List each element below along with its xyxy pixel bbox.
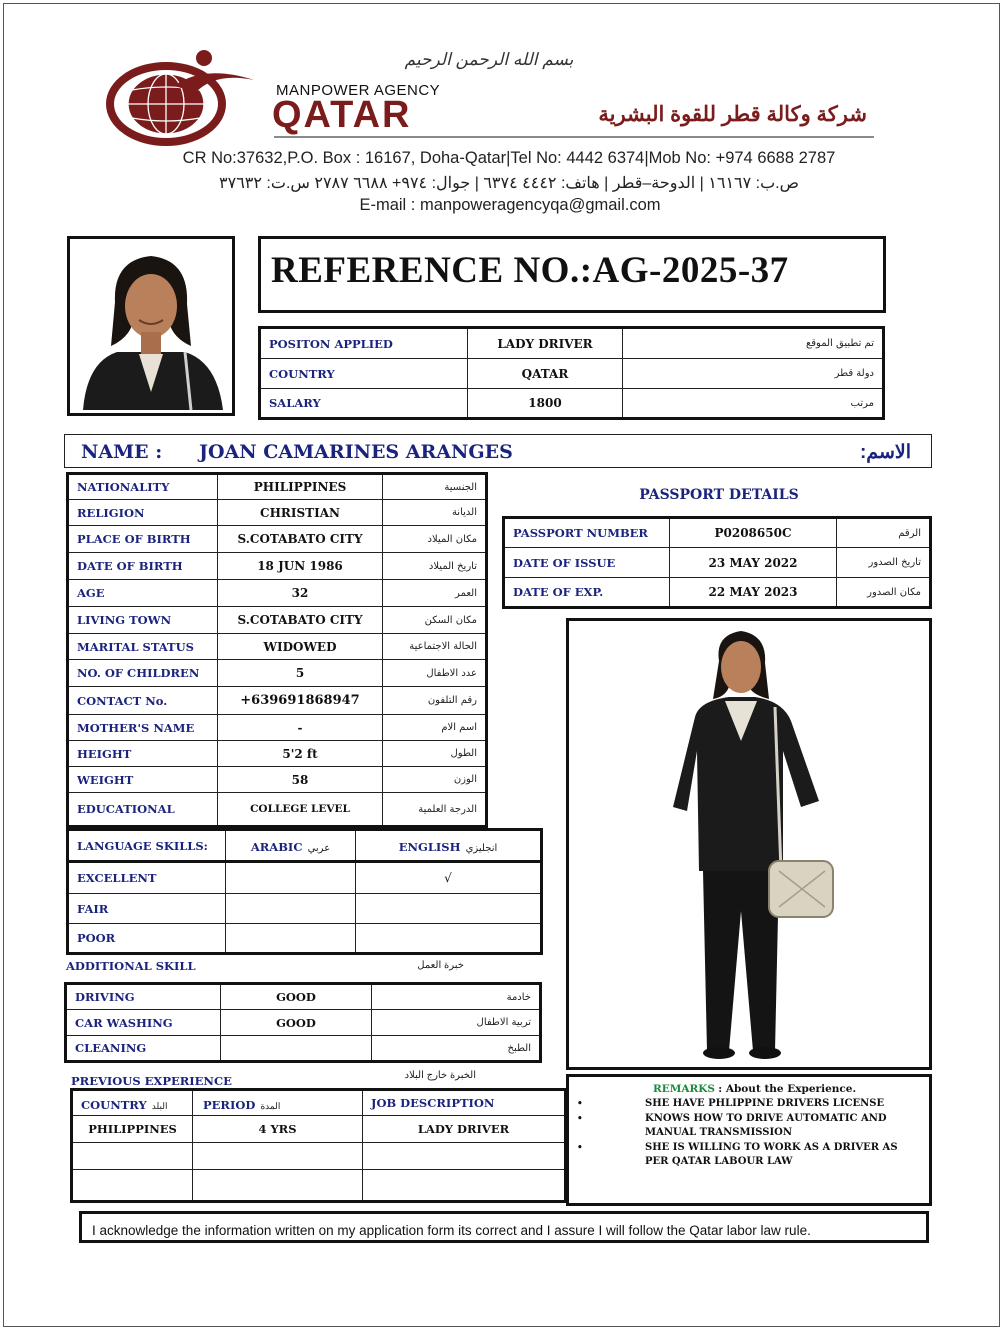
salary-label: SALARY <box>260 389 468 419</box>
personal-value: 5'2 ft <box>218 741 383 767</box>
personal-label: AGE <box>68 580 218 607</box>
passport-number-row <box>504 518 931 548</box>
language-header-row <box>68 830 542 862</box>
personal-label: HEIGHT <box>68 741 218 767</box>
personal-row <box>68 793 487 827</box>
personal-row <box>68 553 487 580</box>
fair-label: FAIR <box>68 894 226 924</box>
personal-row <box>68 660 487 687</box>
personal-arabic: الدرجة العلمية <box>383 793 487 827</box>
application-form-page <box>3 3 1000 1327</box>
personal-label: MOTHER'S NAME <box>68 715 218 741</box>
english-en-label: ENGLISH <box>398 840 461 854</box>
reference-box <box>258 236 886 313</box>
personal-value: S.COTABATO CITY <box>218 607 383 634</box>
personal-arabic: الوزن <box>383 767 487 793</box>
country-row <box>260 359 884 389</box>
passport-number-value: P0208650C <box>670 518 837 548</box>
passport-issue-row <box>504 548 931 578</box>
personal-value: PHILIPPINES <box>218 474 383 500</box>
bullet-icon: • <box>577 1143 583 1153</box>
previous-experience-table <box>70 1088 567 1203</box>
skill-row <box>66 984 541 1010</box>
personal-value: 5 <box>218 660 383 687</box>
salary-value: 1800 <box>468 389 623 419</box>
name-arabic: الاسم: <box>859 442 911 463</box>
personal-row <box>68 607 487 634</box>
poor-label: POOR <box>68 924 226 954</box>
experience-country: PHILIPPINES <box>72 1116 193 1143</box>
experience-period <box>193 1143 363 1170</box>
skill-row <box>66 1036 541 1062</box>
name-bar <box>64 434 932 468</box>
salary-arabic: مرتب <box>623 389 884 419</box>
position-value: LADY DRIVER <box>468 328 623 359</box>
experience-row <box>72 1143 566 1170</box>
personal-label: NO. OF CHILDREN <box>68 660 218 687</box>
experience-country-header <box>72 1090 193 1116</box>
personal-row <box>68 634 487 660</box>
period-col-arabic: المدة <box>260 1100 281 1111</box>
remark-item <box>577 1141 921 1169</box>
remark-item <box>577 1097 921 1111</box>
language-arabic-header <box>226 830 356 862</box>
driving-label: DRIVING <box>66 984 221 1010</box>
personal-arabic: العمر <box>383 580 487 607</box>
name-label: NAME : <box>81 441 163 463</box>
personal-value: 32 <box>218 580 383 607</box>
country-col-label: COUNTRY <box>81 1097 147 1112</box>
personal-details-table <box>66 472 488 828</box>
additional-skill-title-arabic: خبرة العمل <box>417 960 464 971</box>
language-row <box>68 894 542 924</box>
additional-skill-table <box>64 982 542 1063</box>
applicant-name: JOAN CAMARINES ARANGES <box>199 441 513 463</box>
agency-big-title: QATAR <box>272 94 412 136</box>
reference-number: REFERENCE NO.:AG-2025-37 <box>271 250 789 291</box>
remarks-list <box>577 1097 921 1169</box>
acknowledgement-text: I acknowledge the information written on my application form its correct and I assure I will follow the Qatar labor law rule. <box>92 1223 811 1238</box>
car-washing-value: GOOD <box>221 1010 372 1036</box>
profile-photo <box>67 236 235 416</box>
personal-arabic: الجنسية <box>383 474 487 500</box>
personal-row <box>68 500 487 526</box>
driving-arabic: خادمة <box>372 984 541 1010</box>
previous-experience-title: PREVIOUS EXPERIENCE <box>71 1074 232 1088</box>
passport-expiry-label: DATE OF EXP. <box>504 578 670 608</box>
acknowledgement-box <box>79 1211 929 1243</box>
excellent-arabic <box>226 862 356 894</box>
language-row <box>68 862 542 894</box>
experience-row <box>72 1170 566 1202</box>
personal-row <box>68 767 487 793</box>
experience-job <box>363 1143 566 1170</box>
experience-header-row <box>72 1090 566 1116</box>
agency-small-title: MANPOWER AGENCY <box>276 82 441 99</box>
passport-expiry-arabic: مكان الصدور <box>837 578 931 608</box>
passport-expiry-row <box>504 578 931 608</box>
passport-title: PASSPORT DETAILS <box>639 487 799 503</box>
country-value: QATAR <box>468 359 623 389</box>
experience-job: LADY DRIVER <box>363 1116 566 1143</box>
personal-row <box>68 580 487 607</box>
personal-value: CHRISTIAN <box>218 500 383 526</box>
personal-arabic: عدد الاطفال <box>383 660 487 687</box>
language-english-header <box>356 830 542 862</box>
personal-label: DATE OF BIRTH <box>68 553 218 580</box>
car-washing-arabic: تربية الاطفال <box>372 1010 541 1036</box>
english-ar-label: انجليزي <box>465 843 498 854</box>
contact-line-english: CR No:37632,P.O. Box : 16167, Doha-Qatar|Tel No: 4442 6374|Mob No: +974 6688 2787 <box>182 149 836 167</box>
remarks-title: REMARKS <box>653 1083 715 1095</box>
passport-issue-value: 23 MAY 2022 <box>670 548 837 578</box>
passport-number-arabic: الرقم <box>837 518 931 548</box>
personal-value: COLLEGE LEVEL <box>218 793 383 827</box>
personal-arabic: مكان السكن <box>383 607 487 634</box>
bullet-icon: • <box>577 1099 583 1109</box>
position-table <box>258 326 885 420</box>
passport-issue-arabic: تاريخ الصدور <box>837 548 931 578</box>
language-row <box>68 924 542 954</box>
experience-job <box>363 1170 566 1202</box>
contact-line-arabic: ص.ب: ١٦١٦٧ | الدوحة–قطر | هاتف: ٤٤٤٢ ٦٣٧٤ | جوال: ٩٧٤+ ٦٦٨٨ ٢٧٨٧ س.ت: ٣٧٦٣٢ <box>219 175 799 192</box>
personal-row <box>68 474 487 500</box>
personal-arabic: مكان الميلاد <box>383 526 487 553</box>
agency-arabic-title: شركة وكالة قطر للقوة البشرية <box>598 103 867 126</box>
personal-label: NATIONALITY <box>68 474 218 500</box>
personal-value: - <box>218 715 383 741</box>
language-header-label: LANGUAGE SKILLS: <box>68 830 226 862</box>
personal-arabic: رقم التلفون <box>383 687 487 715</box>
personal-row <box>68 715 487 741</box>
remarks-box <box>566 1074 932 1206</box>
fair-english <box>356 894 542 924</box>
country-label: COUNTRY <box>260 359 468 389</box>
email-line: E-mail : manpoweragencyqa@gmail.com <box>359 196 661 214</box>
car-washing-label: CAR WASHING <box>66 1010 221 1036</box>
remark-text: KNOWS HOW TO DRIVE AUTOMATIC AND MANUAL TRANSMISSION <box>645 1113 887 1138</box>
position-arabic: تم تطبيق الموقع <box>623 328 884 359</box>
remarks-subtitle: : About the Experience. <box>718 1083 857 1095</box>
period-col-label: PERIOD <box>203 1097 256 1112</box>
passport-number-label: PASSPORT NUMBER <box>504 518 670 548</box>
passport-issue-label: DATE OF ISSUE <box>504 548 670 578</box>
personal-arabic: تاريخ الميلاد <box>383 553 487 580</box>
personal-row <box>68 741 487 767</box>
personal-arabic: الحالة الاجتماعية <box>383 634 487 660</box>
passport-expiry-value: 22 MAY 2023 <box>670 578 837 608</box>
remark-text: SHE HAVE PHLIPPINE DRIVERS LICENSE <box>645 1098 885 1109</box>
position-row <box>260 328 884 359</box>
fair-arabic <box>226 894 356 924</box>
header-divider <box>274 136 874 138</box>
personal-value: 18 JUN 1986 <box>218 553 383 580</box>
personal-value: +639691868947 <box>218 687 383 715</box>
country-arabic: دولة قطر <box>623 359 884 389</box>
skill-row <box>66 1010 541 1036</box>
experience-period <box>193 1170 363 1202</box>
personal-arabic: الديانة <box>383 500 487 526</box>
cleaning-arabic: الطبخ <box>372 1036 541 1062</box>
full-body-photo <box>566 618 932 1070</box>
poor-english <box>356 924 542 954</box>
personal-row <box>68 687 487 715</box>
personal-label: EDUCATIONAL <box>68 793 218 827</box>
personal-label: RELIGION <box>68 500 218 526</box>
arabic-ar-label: عربي <box>307 843 331 854</box>
arabic-en-label: ARABIC <box>250 840 303 854</box>
experience-period: 4 YRS <box>193 1116 363 1143</box>
salary-row <box>260 389 884 419</box>
language-skills-table <box>66 828 543 955</box>
position-label: POSITON APPLIED <box>260 328 468 359</box>
remark-text: SHE IS WILLING TO WORK AS A DRIVER AS PER QATAR LABOUR LAW <box>645 1142 898 1167</box>
excellent-label: EXCELLENT <box>68 862 226 894</box>
bismillah-calligraphy: بسم الله الرحمن الرحيم <box>404 50 574 69</box>
personal-label: CONTACT No. <box>68 687 218 715</box>
driving-value: GOOD <box>221 984 372 1010</box>
agency-logo <box>104 46 269 146</box>
experience-country <box>72 1170 193 1202</box>
experience-period-header <box>193 1090 363 1116</box>
personal-arabic: الطول <box>383 741 487 767</box>
personal-label: MARITAL STATUS <box>68 634 218 660</box>
remarks-heading <box>577 1083 921 1095</box>
personal-value: 58 <box>218 767 383 793</box>
poor-arabic <box>226 924 356 954</box>
personal-label: PLACE OF BIRTH <box>68 526 218 553</box>
passport-table <box>502 516 932 609</box>
personal-label: LIVING TOWN <box>68 607 218 634</box>
experience-country <box>72 1143 193 1170</box>
experience-row <box>72 1116 566 1143</box>
personal-value: WIDOWED <box>218 634 383 660</box>
cleaning-label: CLEANING <box>66 1036 221 1062</box>
personal-row <box>68 526 487 553</box>
bullet-icon: • <box>577 1114 583 1124</box>
remark-item <box>577 1112 921 1140</box>
previous-experience-title-arabic: الخبرة خارج البلاد <box>404 1070 476 1081</box>
job-col-label: JOB DESCRIPTION <box>363 1090 566 1116</box>
cleaning-value <box>221 1036 372 1062</box>
additional-skill-title: ADDITIONAL SKILL <box>66 959 196 973</box>
excellent-english: √ <box>356 862 542 894</box>
personal-value: S.COTABATO CITY <box>218 526 383 553</box>
country-col-arabic: البلد <box>151 1100 168 1111</box>
personal-arabic: اسم الام <box>383 715 487 741</box>
personal-label: WEIGHT <box>68 767 218 793</box>
